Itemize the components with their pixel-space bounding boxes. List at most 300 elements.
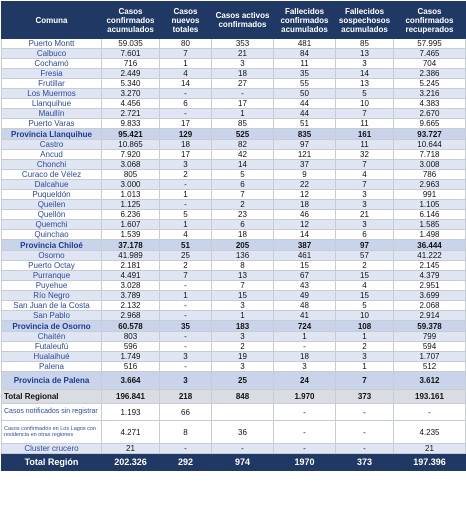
table-cell: 1.498 xyxy=(394,230,466,240)
table-cell: 387 xyxy=(274,240,336,251)
table-cell: 41 xyxy=(274,311,336,321)
table-cell: 15 xyxy=(336,291,394,301)
table-cell: 2.386 xyxy=(394,69,466,79)
table-row xyxy=(2,281,466,291)
table-cell: 4.383 xyxy=(394,99,466,109)
table-cell: 481 xyxy=(274,39,336,49)
table-cell: 18 xyxy=(274,200,336,210)
table-cell: 716 xyxy=(102,59,160,69)
table-cell: 5 xyxy=(336,301,394,311)
row-label: Quemchi xyxy=(2,220,102,230)
table-cell: 11 xyxy=(336,119,394,129)
table-cell: - xyxy=(274,444,336,454)
table-cell: 7.601 xyxy=(102,49,160,59)
table-cell: 129 xyxy=(160,129,212,140)
table-cell: 373 xyxy=(336,454,394,471)
table-cell: 7 xyxy=(212,190,274,200)
table-cell: 13 xyxy=(212,271,274,281)
table-cell: 121 xyxy=(274,150,336,160)
row-label: Fresia xyxy=(2,69,102,79)
table-cell: - xyxy=(274,404,336,421)
table-cell: 13 xyxy=(336,79,394,89)
table-cell: 2.181 xyxy=(102,261,160,271)
table-cell: 1.607 xyxy=(102,220,160,230)
row-label: Provincia de Osorno xyxy=(2,321,102,332)
table-cell: 59.035 xyxy=(102,39,160,49)
table-cell: 48 xyxy=(274,301,336,311)
table-cell: 49 xyxy=(274,291,336,301)
row-label: Futaleufú xyxy=(2,342,102,352)
table-cell: 21 xyxy=(212,49,274,59)
table-cell: 516 xyxy=(102,362,160,372)
table-cell: 3.008 xyxy=(394,160,466,170)
province-row xyxy=(2,240,466,251)
table-cell: 786 xyxy=(394,170,466,180)
table-body xyxy=(2,39,466,471)
table-cell: 6 xyxy=(160,99,212,109)
table-cell: 3.000 xyxy=(102,180,160,190)
table-cell: 136 xyxy=(212,251,274,261)
row-label: Provincia Chiloé xyxy=(2,240,102,251)
table-cell: 37.178 xyxy=(102,240,160,251)
table-cell: 2 xyxy=(336,342,394,352)
table-row xyxy=(2,230,466,240)
table-cell: 21 xyxy=(336,210,394,220)
row-label: Los Muermos xyxy=(2,89,102,99)
table-cell: 6 xyxy=(336,230,394,240)
column-header: Casos activos confirmados xyxy=(212,2,274,39)
row-label: Curaco de Vélez xyxy=(2,170,102,180)
table-cell: 15 xyxy=(336,271,394,281)
table-cell: 3 xyxy=(160,160,212,170)
row-label: Cluster crucero xyxy=(2,444,102,454)
table-cell: 55 xyxy=(274,79,336,89)
table-row xyxy=(2,99,466,109)
table-cell: 2.914 xyxy=(394,311,466,321)
table-cell: 36 xyxy=(212,421,274,444)
table-cell: 3.664 xyxy=(102,372,160,390)
table-cell: 218 xyxy=(160,390,212,404)
table-cell: 2 xyxy=(212,200,274,210)
table-cell: 5 xyxy=(160,210,212,220)
table-cell: 2.670 xyxy=(394,109,466,119)
row-label: Chaitén xyxy=(2,332,102,342)
table-cell: 353 xyxy=(212,39,274,49)
table-cell: 835 xyxy=(274,129,336,140)
table-cell: - xyxy=(160,444,212,454)
table-cell: 43 xyxy=(274,281,336,291)
table-cell: 6.236 xyxy=(102,210,160,220)
table-cell: 1970 xyxy=(274,454,336,471)
table-cell: 22 xyxy=(274,180,336,190)
table-row xyxy=(2,311,466,321)
table-cell: 1 xyxy=(212,109,274,119)
row-label: Frutillar xyxy=(2,79,102,89)
row-label: Casos notificados sin registrar xyxy=(2,404,102,421)
table-row xyxy=(2,271,466,281)
table-cell: 51 xyxy=(160,240,212,251)
row-label: Dalcahue xyxy=(2,180,102,190)
table-cell: 17 xyxy=(212,99,274,109)
table-cell: 4 xyxy=(160,69,212,79)
table-cell: 108 xyxy=(336,321,394,332)
table-cell: 2.721 xyxy=(102,109,160,119)
table-cell: 3 xyxy=(336,59,394,69)
row-label: Llanquihue xyxy=(2,99,102,109)
table-row xyxy=(2,109,466,119)
table-cell: 6 xyxy=(212,180,274,190)
table-row xyxy=(2,261,466,271)
table-cell: 1 xyxy=(160,291,212,301)
table-cell: 18 xyxy=(160,140,212,150)
table-cell: 205 xyxy=(212,240,274,251)
table-cell: 7 xyxy=(160,49,212,59)
table-cell: 3 xyxy=(212,301,274,311)
table-row xyxy=(2,180,466,190)
table-cell: - xyxy=(212,444,274,454)
table-row xyxy=(2,39,466,49)
table-cell: 2 xyxy=(160,261,212,271)
table-cell: 57 xyxy=(336,251,394,261)
table-cell: 10.644 xyxy=(394,140,466,150)
table-cell: 1 xyxy=(212,311,274,321)
table-cell: 10 xyxy=(336,99,394,109)
table-cell: - xyxy=(160,332,212,342)
table-cell: 51 xyxy=(274,119,336,129)
table-cell: 18 xyxy=(274,352,336,362)
table-cell: 3.789 xyxy=(102,291,160,301)
table-cell: - xyxy=(160,200,212,210)
table-cell: 724 xyxy=(274,321,336,332)
table-cell: 93.727 xyxy=(394,129,466,140)
table-cell: 41.989 xyxy=(102,251,160,261)
row-label: Calbuco xyxy=(2,49,102,59)
table-cell: 12 xyxy=(274,220,336,230)
table-cell: 848 xyxy=(212,390,274,404)
row-label: San Pablo xyxy=(2,311,102,321)
table-cell: 202.326 xyxy=(102,454,160,471)
table-cell: 704 xyxy=(394,59,466,69)
table-cell: 80 xyxy=(160,39,212,49)
table-row xyxy=(2,200,466,210)
table-cell: 183 xyxy=(212,321,274,332)
table-cell: 1 xyxy=(160,59,212,69)
row-label: Osorno xyxy=(2,251,102,261)
table-cell: 1.013 xyxy=(102,190,160,200)
table-cell: 1.105 xyxy=(394,200,466,210)
table-cell: 2.968 xyxy=(102,311,160,321)
table-cell: 3 xyxy=(336,200,394,210)
table-cell: - xyxy=(160,89,212,99)
table-cell: 12 xyxy=(274,190,336,200)
table-cell: - xyxy=(336,444,394,454)
covid-cases-table xyxy=(1,1,466,471)
table-cell: 3 xyxy=(160,372,212,390)
table-cell: 84 xyxy=(274,49,336,59)
table-cell: 7 xyxy=(336,109,394,119)
province-row xyxy=(2,129,466,140)
table-cell: 6.146 xyxy=(394,210,466,220)
row-label: Maullín xyxy=(2,109,102,119)
table-cell: 193.161 xyxy=(394,390,466,404)
table-cell: 42 xyxy=(212,150,274,160)
province-row xyxy=(2,372,466,390)
table-cell: 991 xyxy=(394,190,466,200)
table-cell: 7.718 xyxy=(394,150,466,160)
table-cell: 4 xyxy=(336,281,394,291)
table-cell: 19 xyxy=(212,352,274,362)
table-cell: 85 xyxy=(336,39,394,49)
table-cell: 2.145 xyxy=(394,261,466,271)
total-row xyxy=(2,390,466,404)
table-cell: 512 xyxy=(394,362,466,372)
row-label: Puerto Varas xyxy=(2,119,102,129)
table-cell: 4.379 xyxy=(394,271,466,281)
table-row xyxy=(2,301,466,311)
table-cell: 1.125 xyxy=(102,200,160,210)
table-row xyxy=(2,352,466,362)
row-label: Castro xyxy=(2,140,102,150)
table-cell: 3 xyxy=(336,220,394,230)
column-header: Casos confirmados acumulados xyxy=(102,2,160,39)
table-cell: 25 xyxy=(212,372,274,390)
row-label: Provincia Llanquihue xyxy=(2,129,102,140)
table-cell: 95.421 xyxy=(102,129,160,140)
row-label: Puyehue xyxy=(2,281,102,291)
table-cell: 85 xyxy=(212,119,274,129)
row-label: Provincia de Palena xyxy=(2,372,102,390)
row-label: San Juan de la Costa xyxy=(2,301,102,311)
province-row xyxy=(2,321,466,332)
table-cell: 50 xyxy=(274,89,336,99)
row-label: Casos confirmados en Los Lagos con residencia en otras regiones xyxy=(2,421,102,444)
table-cell: 21 xyxy=(102,444,160,454)
table-cell: 60.578 xyxy=(102,321,160,332)
header-row xyxy=(2,2,466,39)
table-cell: 461 xyxy=(274,251,336,261)
table-cell: 44 xyxy=(274,99,336,109)
table-row xyxy=(2,190,466,200)
table-cell: 41.222 xyxy=(394,251,466,261)
table-cell: 1.585 xyxy=(394,220,466,230)
table-cell: - xyxy=(336,404,394,421)
table-cell: 15 xyxy=(274,261,336,271)
table-cell: 1.707 xyxy=(394,352,466,362)
table-cell: 11 xyxy=(336,140,394,150)
table-cell: 13 xyxy=(336,49,394,59)
table-cell: - xyxy=(160,362,212,372)
table-cell: 161 xyxy=(336,129,394,140)
table-cell: 1.193 xyxy=(102,404,160,421)
table-row xyxy=(2,220,466,230)
table-cell: 4.456 xyxy=(102,99,160,109)
table-cell: 4.271 xyxy=(102,421,160,444)
row-label: Total Región xyxy=(2,454,102,471)
table-cell: 3 xyxy=(212,362,274,372)
table-cell: 67 xyxy=(274,271,336,281)
table-cell: 18 xyxy=(212,230,274,240)
table-cell: - xyxy=(160,311,212,321)
table-cell xyxy=(212,404,274,421)
table-cell: 7.920 xyxy=(102,150,160,160)
table-cell: 17 xyxy=(160,119,212,129)
row-label: Purranque xyxy=(2,271,102,281)
table-row xyxy=(2,210,466,220)
table-cell: 9 xyxy=(274,170,336,180)
table-cell: 805 xyxy=(102,170,160,180)
row-label: Queilen xyxy=(2,200,102,210)
table-cell: 3.699 xyxy=(394,291,466,301)
table-cell: 14 xyxy=(160,79,212,89)
table-cell: 1.970 xyxy=(274,390,336,404)
table-row xyxy=(2,332,466,342)
table-cell: 37 xyxy=(274,160,336,170)
table-row xyxy=(2,342,466,352)
table-cell: 23 xyxy=(212,210,274,220)
column-header: Fallecidos sospechosos acumulados xyxy=(336,2,394,39)
table-cell: 2 xyxy=(160,170,212,180)
table-row xyxy=(2,291,466,301)
table-cell: - xyxy=(274,421,336,444)
table-cell: 1 xyxy=(274,332,336,342)
table-cell: 4 xyxy=(336,170,394,180)
table-row xyxy=(2,69,466,79)
table-cell: 14 xyxy=(336,69,394,79)
table-cell: 6 xyxy=(212,220,274,230)
table-cell: 3 xyxy=(160,352,212,362)
table-cell: 1 xyxy=(160,220,212,230)
row-label: Puqueldón xyxy=(2,190,102,200)
total-row xyxy=(2,454,466,471)
table-cell: 97 xyxy=(336,240,394,251)
row-label: Quinchao xyxy=(2,230,102,240)
table-row xyxy=(2,170,466,180)
column-header: Fallecidos confirmados acumulados xyxy=(274,2,336,39)
table-cell: 24 xyxy=(274,372,336,390)
table-cell: 2.963 xyxy=(394,180,466,190)
table-cell: - xyxy=(160,180,212,190)
table-cell: 21 xyxy=(394,444,466,454)
row-label: Río Negro xyxy=(2,291,102,301)
table-cell: 14 xyxy=(274,230,336,240)
table-cell: 197.396 xyxy=(394,454,466,471)
table-cell: 292 xyxy=(160,454,212,471)
row-label: Cochamó xyxy=(2,59,102,69)
table-cell: 27 xyxy=(212,79,274,89)
table-cell: 4.491 xyxy=(102,271,160,281)
table-row xyxy=(2,79,466,89)
table-cell: 10 xyxy=(336,311,394,321)
table-cell: 82 xyxy=(212,140,274,150)
row-label: Puerto Octay xyxy=(2,261,102,271)
table-cell: - xyxy=(160,342,212,352)
table-cell: - xyxy=(212,89,274,99)
table-cell: 8 xyxy=(160,421,212,444)
table-cell: 9.665 xyxy=(394,119,466,129)
table-cell: 35 xyxy=(160,321,212,332)
table-cell: 66 xyxy=(160,404,212,421)
table-cell: 8 xyxy=(212,261,274,271)
row-label: Puerto Montt xyxy=(2,39,102,49)
row-label: Chonchi xyxy=(2,160,102,170)
table-row xyxy=(2,150,466,160)
table-cell: 5.340 xyxy=(102,79,160,89)
table-cell: - xyxy=(160,281,212,291)
table-cell: 196.841 xyxy=(102,390,160,404)
table-cell: 1 xyxy=(336,362,394,372)
table-cell: 57.995 xyxy=(394,39,466,49)
table-cell: 11 xyxy=(274,59,336,69)
table-cell: 3.270 xyxy=(102,89,160,99)
table-cell: 3 xyxy=(212,332,274,342)
table-row xyxy=(2,251,466,261)
table-cell: 5 xyxy=(212,170,274,180)
table-cell: 2.449 xyxy=(102,69,160,79)
table-row xyxy=(2,444,466,454)
table-cell: 1.539 xyxy=(102,230,160,240)
table-cell: 14 xyxy=(212,160,274,170)
table-cell: 5.245 xyxy=(394,79,466,89)
table-row xyxy=(2,119,466,129)
table-cell: 3.216 xyxy=(394,89,466,99)
table-row xyxy=(2,59,466,69)
table-cell: 32 xyxy=(336,150,394,160)
table-cell: 3 xyxy=(274,362,336,372)
table-cell: 7 xyxy=(212,281,274,291)
table-cell: 1 xyxy=(336,332,394,342)
row-label: Total Regional xyxy=(2,390,102,404)
table-cell: 46 xyxy=(274,210,336,220)
table-cell: 17 xyxy=(160,150,212,160)
table-cell: 3.068 xyxy=(102,160,160,170)
row-label: Palena xyxy=(2,362,102,372)
table-row xyxy=(2,140,466,150)
table-cell: 3 xyxy=(336,352,394,362)
table-cell: 7 xyxy=(160,271,212,281)
table-cell: 1 xyxy=(160,190,212,200)
table-row xyxy=(2,160,466,170)
row-label: Hualaihué xyxy=(2,352,102,362)
table-cell: 594 xyxy=(394,342,466,352)
table-cell: 36.444 xyxy=(394,240,466,251)
table-row xyxy=(2,404,466,421)
table-cell: 2 xyxy=(212,342,274,352)
table-cell: 97 xyxy=(274,140,336,150)
table-cell: 3 xyxy=(212,59,274,69)
table-cell: 2.068 xyxy=(394,301,466,311)
table-cell: 15 xyxy=(212,291,274,301)
table-cell: 44 xyxy=(274,109,336,119)
table-cell: 803 xyxy=(102,332,160,342)
table-cell: 2.132 xyxy=(102,301,160,311)
table-cell: 525 xyxy=(212,129,274,140)
table-cell: 2.951 xyxy=(394,281,466,291)
table-cell: 4 xyxy=(160,230,212,240)
table-row xyxy=(2,49,466,59)
table-row xyxy=(2,421,466,444)
table-cell: 3.612 xyxy=(394,372,466,390)
table-cell: 7 xyxy=(336,160,394,170)
table-cell: 3 xyxy=(336,190,394,200)
table-cell: 373 xyxy=(336,390,394,404)
table-cell: 59.378 xyxy=(394,321,466,332)
table-cell: 5 xyxy=(336,89,394,99)
column-header-comuna: Comuna xyxy=(2,2,102,39)
table-cell: 2 xyxy=(336,261,394,271)
table-cell: - xyxy=(160,109,212,119)
column-header: Casos nuevos totales xyxy=(160,2,212,39)
table-cell: - xyxy=(160,301,212,311)
